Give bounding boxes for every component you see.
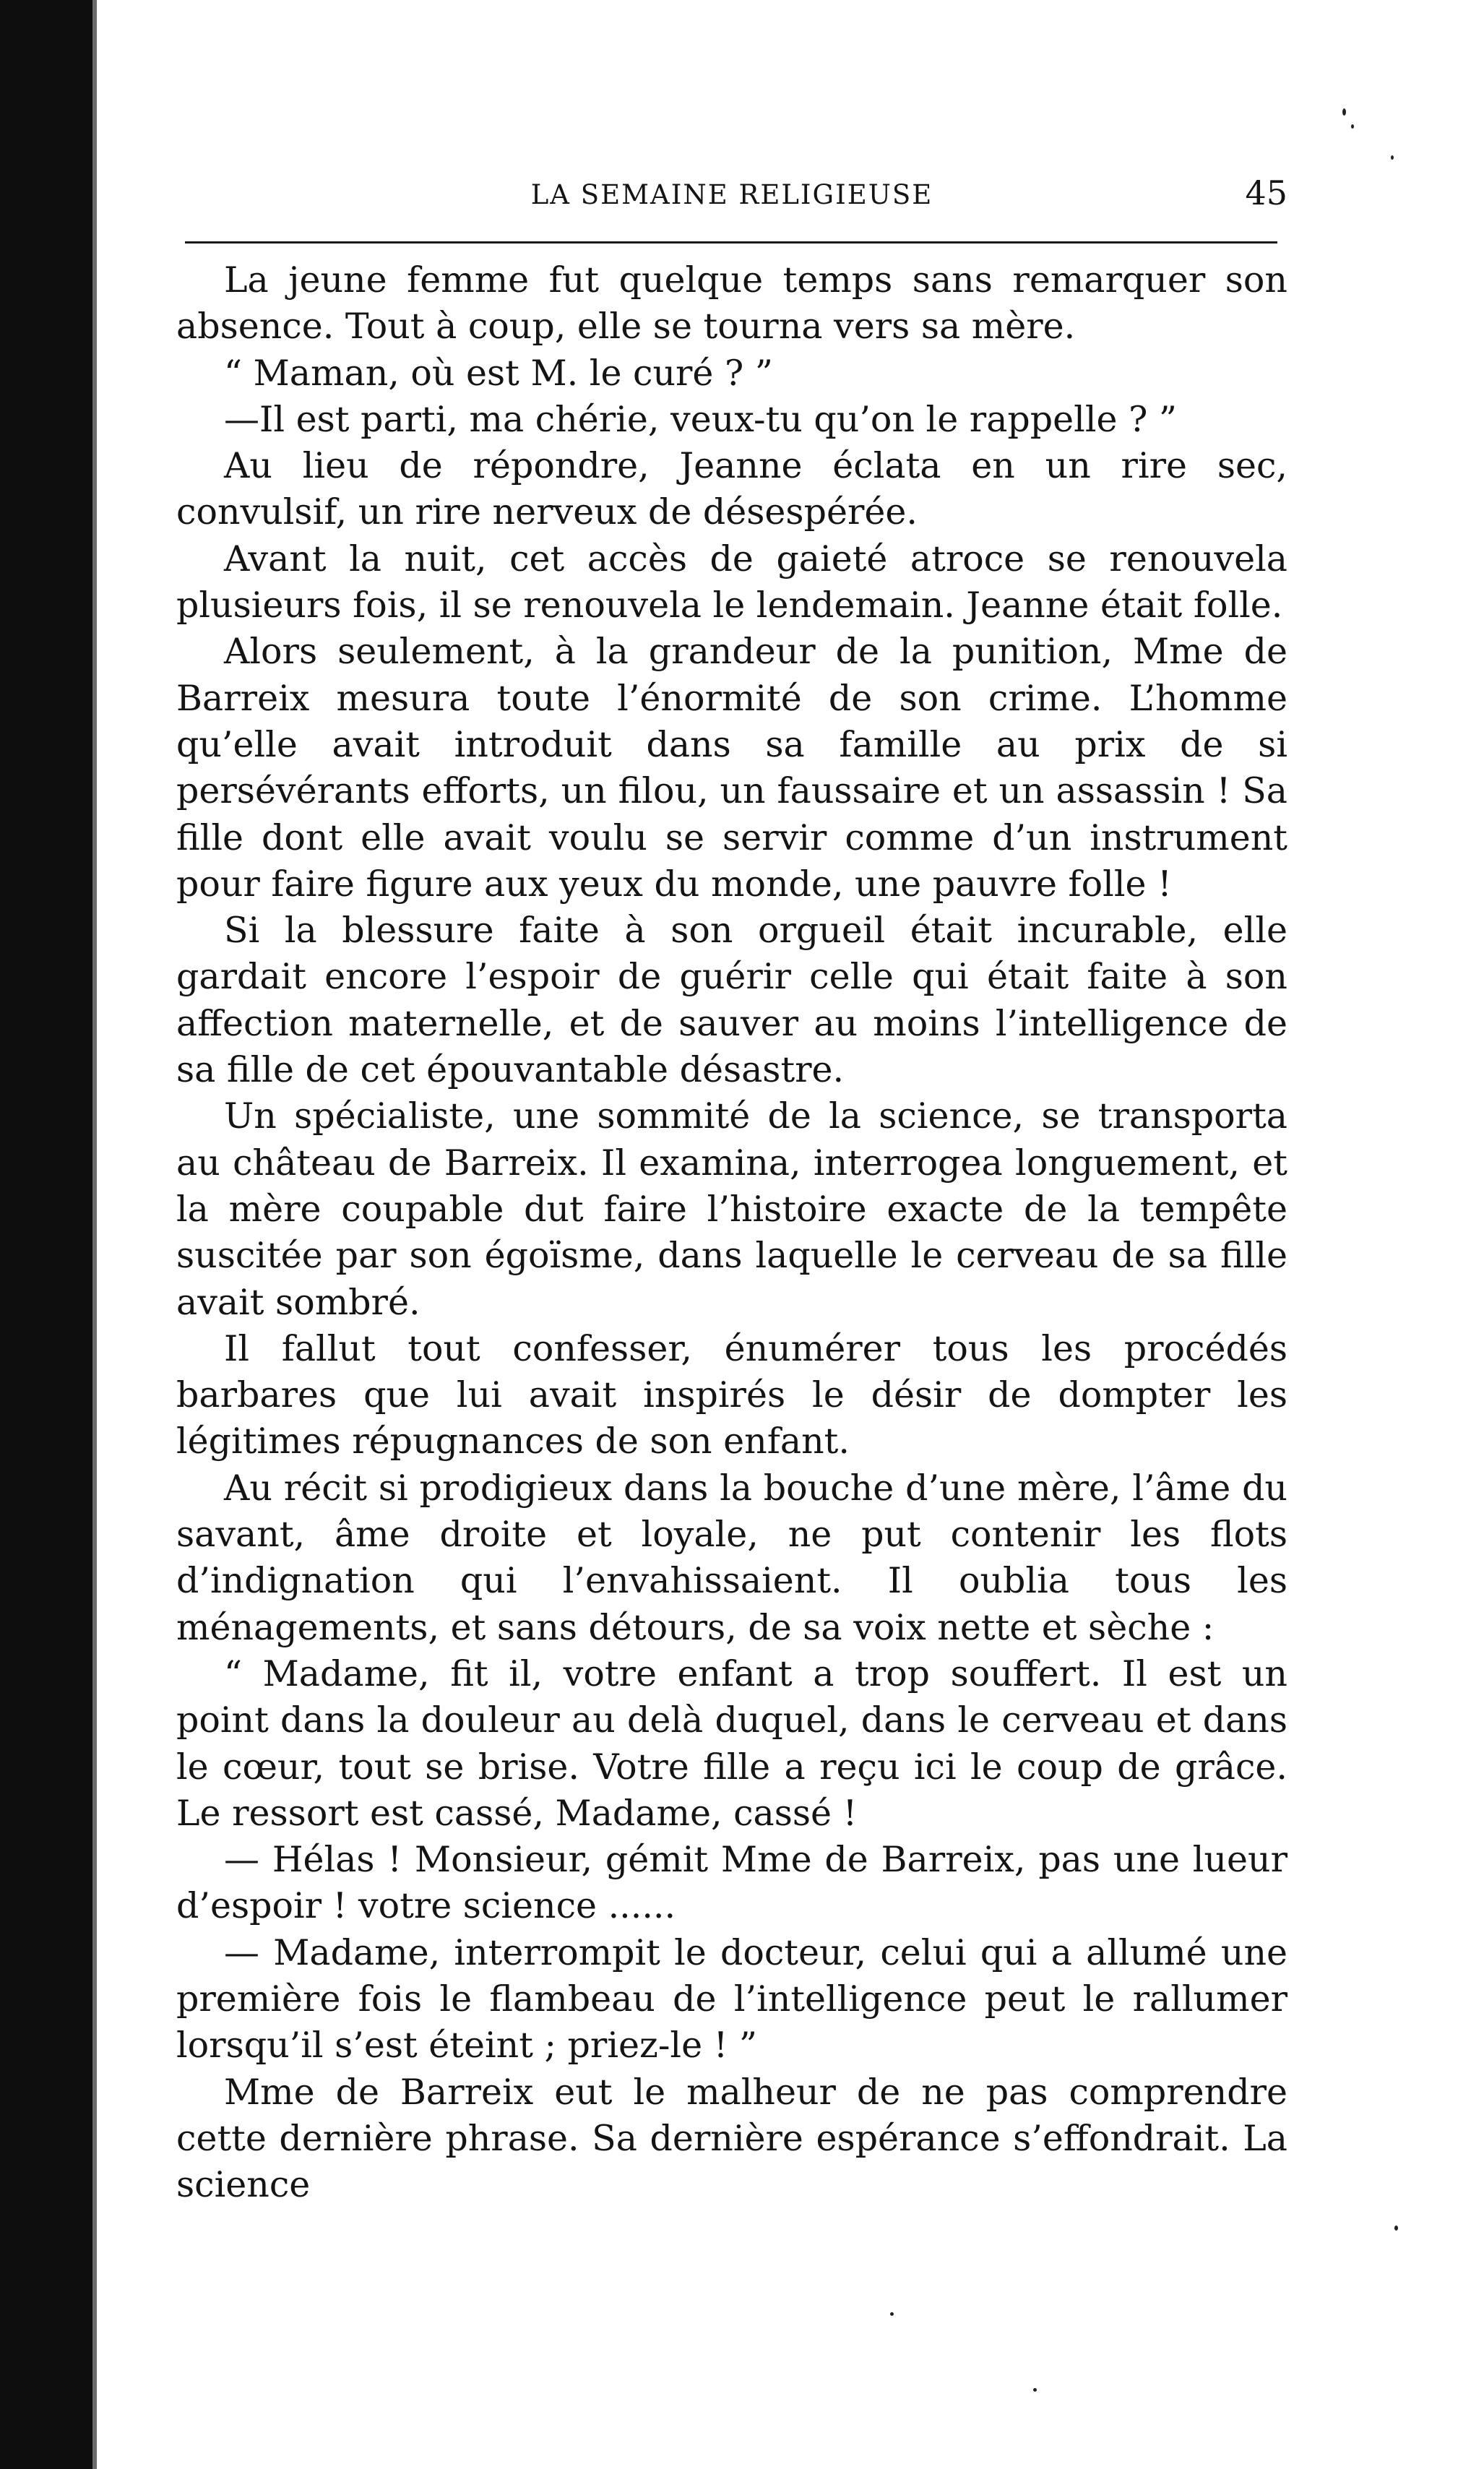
scan-speck bbox=[1351, 124, 1354, 129]
scan-speck bbox=[1394, 2225, 1398, 2231]
scan-speck bbox=[1342, 108, 1346, 116]
paragraph: —Il est parti, ma chérie, veux-tu qu’on le rappelle ? ” bbox=[224, 398, 1177, 440]
body-text bbox=[176, 257, 1287, 2208]
paragraph: Alors seulement, à la grandeur de la punition, Mme de Barreix mesura toute l’énormité de son crime. L’homme qu’elle avait introduit dans sa famille au prix de si persévérants efforts, un filou, un faussaire et un assassin ! Sa fille dont elle avait voulu se servir comme d’un instrument pour faire figure aux yeux du monde, une pauvre folle ! bbox=[176, 631, 1287, 905]
paragraph: Au lieu de répondre, Jeanne éclata en un rire sec, convulsif, un rire nerveux de désespérée. bbox=[176, 445, 1287, 533]
header-rule bbox=[185, 241, 1277, 244]
paragraph: Un spécialiste, une sommité de la science, se transporta au château de Barreix. Il examina, interrogea longuement, et la mère coupable dut faire l’histoire exacte de la tempête suscitée par son égoïsme, dans laquelle le cerveau de sa fille avait sombré. bbox=[176, 1095, 1287, 1323]
paragraph: Avant la nuit, cet accès de gaieté atroce se renouvela plusieurs fois, il se renouvela le lendemain. Jeanne était folle. bbox=[176, 538, 1287, 626]
scan-speck bbox=[890, 2312, 894, 2316]
paragraph: “ Maman, où est M. le curé ? ” bbox=[224, 352, 773, 394]
running-title: LA SEMAINE RELIGIEUSE bbox=[530, 179, 933, 210]
paragraph: La jeune femme fut quelque temps sans remarquer son absence. Tout à coup, elle se tourna vers sa mère. bbox=[176, 259, 1287, 348]
page-number: 45 bbox=[1245, 173, 1287, 212]
paragraph: Mme de Barreix eut le malheur de ne pas comprendre cette dernière phrase. Sa dernière espérance s’effondrait. La science bbox=[176, 2071, 1287, 2206]
book-page bbox=[176, 172, 1287, 2206]
paragraph: Si la blessure faite à son orgueil était incurable, elle gardait encore l’espoir de guérir celle qui était faite à son affection maternelle, et de sauver au moins l’intelligence de sa fille de cet épouvantable désastre. bbox=[176, 910, 1287, 1091]
paragraph: — Madame, interrompit le docteur, celui qui a allumé une première fois le flambeau de l’intelligence peut le rallumer lorsqu’il s’est éteint ; priez-le ! ” bbox=[176, 1931, 1287, 2067]
paragraph: — Hélas ! Monsieur, gémit Mme de Barreix, pas une lueur d’espoir ! votre science ...... bbox=[176, 1839, 1287, 1927]
running-header bbox=[176, 172, 1287, 230]
book-binding-edge bbox=[0, 0, 92, 2469]
paragraph: Il fallut tout confesser, énumérer tous les procédés barbares que lui avait inspirés le désir de dompter les légitimes répugnances de son enfant. bbox=[176, 1327, 1287, 1462]
scan-speck bbox=[1391, 155, 1394, 160]
paragraph: Au récit si prodigieux dans la bouche d’une mère, l’âme du savant, âme droite et loyale, ne put contenir les flots d’indignation qui l’envahissaient. Il oublia tous les ménagements, et sans détours, de sa voix nette et sèche : bbox=[176, 1467, 1287, 1648]
paragraph: “ Madame, fit il, votre enfant a trop souffert. Il est un point dans la douleur au delà duquel, dans le cerveau et dans le cœur, tout se brise. Votre fille a reçu ici le coup de grâce. Le ressort est cassé, Madame, cassé ! bbox=[176, 1653, 1287, 1834]
scan-speck bbox=[1033, 2388, 1037, 2392]
